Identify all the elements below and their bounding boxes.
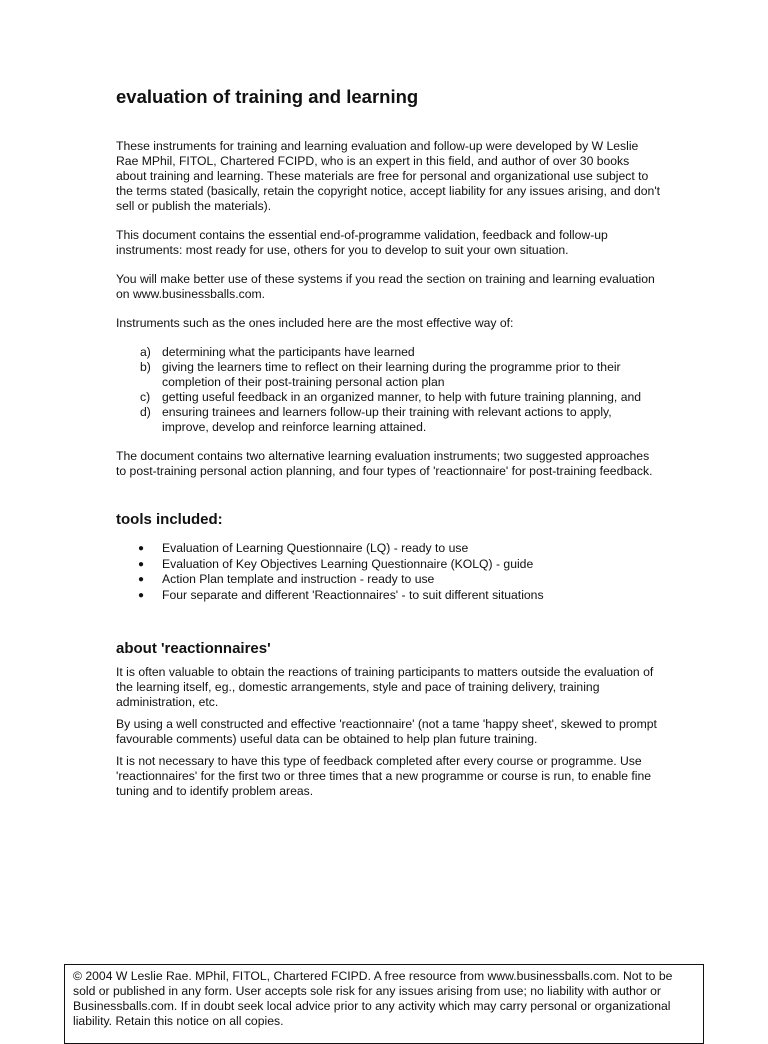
list-item: [116, 390, 661, 405]
page-title: evaluation of training and learning: [116, 86, 419, 107]
list-item-text: Evaluation of Learning Questionnaire (LQ) - ready to use: [162, 541, 469, 555]
list-item: [116, 557, 661, 573]
reactionnaires-paragraph-1: It is often valuable to obtain the reactions of training participants to matters outside the evaluation of the learning itself, eg., domestic arrangements, style and pace of training delivery, training administration, etc.: [116, 665, 654, 709]
list-marker: c): [140, 390, 151, 404]
reactionnaires-heading: about 'reactionnaires': [116, 640, 271, 657]
list-item: [116, 345, 661, 360]
intro-paragraph-3: You will make better use of these systems if you read the section on training and learning evaluation on www.businessballs.com.: [116, 272, 655, 301]
list-item: [116, 541, 661, 557]
list-item: [116, 588, 661, 604]
list-marker: a): [140, 345, 151, 359]
list-item-text: Evaluation of Key Objectives Learning Questionnaire (KOLQ) - guide: [162, 556, 534, 571]
list-item-text: Four separate and different 'Reactionnaires' - to suit different situations: [162, 587, 544, 602]
bullet-icon: ●: [138, 543, 145, 554]
effective-ways-list: [116, 345, 661, 435]
list-item-text: determining what the participants have learned: [162, 345, 415, 359]
bullet-icon: ●: [138, 589, 145, 601]
intro-paragraph-1: These instruments for training and learning evaluation and follow-up were developed by W Leslie Rae MPhil, FITOL, Chartered FCIPD, who is an expert in this field, and author of over 30 books about training and learning. These materials are free for personal and organizational use subject to the terms stated (basically, retain the copyright notice, accept liability for any issues arising, and don't sell or publish the materials).: [116, 139, 661, 213]
tools-heading: tools included:: [116, 511, 223, 528]
list-marker: b): [140, 360, 151, 374]
list-item-text: ensuring trainees and learners follow-up their training with relevant actions to apply, improve, develop and reinforce learning attained.: [162, 405, 612, 434]
intro-paragraph-2: This document contains the essential end-of-programme validation, feedback and follow-up instruments: most ready for use, others for you to develop to suit your own situation.: [116, 228, 608, 257]
list-marker: d): [140, 405, 151, 419]
list-item: [116, 360, 661, 390]
reactionnaires-paragraph-3: It is not necessary to have this type of feedback completed after every course or programme. Use 'reactionnaires' for the first two or three times that a new programme or course is run, to enable fine tuning and to identify problem areas.: [116, 754, 652, 798]
list-item-text: getting useful feedback in an organized manner, to help with future training planning, and: [162, 390, 642, 404]
intro-paragraph-4: Instruments such as the ones included here are the most effective way of:: [116, 316, 514, 330]
tools-list: [116, 541, 661, 603]
list-item-text: Action Plan template and instruction - ready to use: [162, 572, 435, 586]
document-summary-paragraph: The document contains two alternative learning evaluation instruments; two suggested approaches to post-training personal action planning, and four types of 'reactionnaire' for post-training feedback.: [116, 449, 653, 478]
list-item: [116, 572, 661, 588]
document-content: [116, 84, 661, 799]
bullet-icon: ●: [138, 574, 145, 585]
bullet-icon: ●: [138, 558, 145, 570]
reactionnaires-paragraph-2: By using a well constructed and effective 'reactionnaire' (not a tame 'happy sheet', skewed to prompt favourable comments) useful data can be obtained to help plan future training.: [116, 717, 657, 746]
copyright-notice: © 2004 W Leslie Rae. MPhil, FITOL, Chartered FCIPD. A free resource from www.businessballs.com. Not to be sold or published in any form. User accepts sole risk for any issues arising from use; no liability with author or Businessballs.com. If in doubt seek local advice prior to any activity which may carry personal or organizational liability. Retain this notice on all copies.: [64, 964, 704, 1044]
list-item-text: giving the learners time to reflect on their learning during the programme prior to their completion of their post-training personal action plan: [162, 360, 621, 389]
list-item: [116, 405, 661, 435]
